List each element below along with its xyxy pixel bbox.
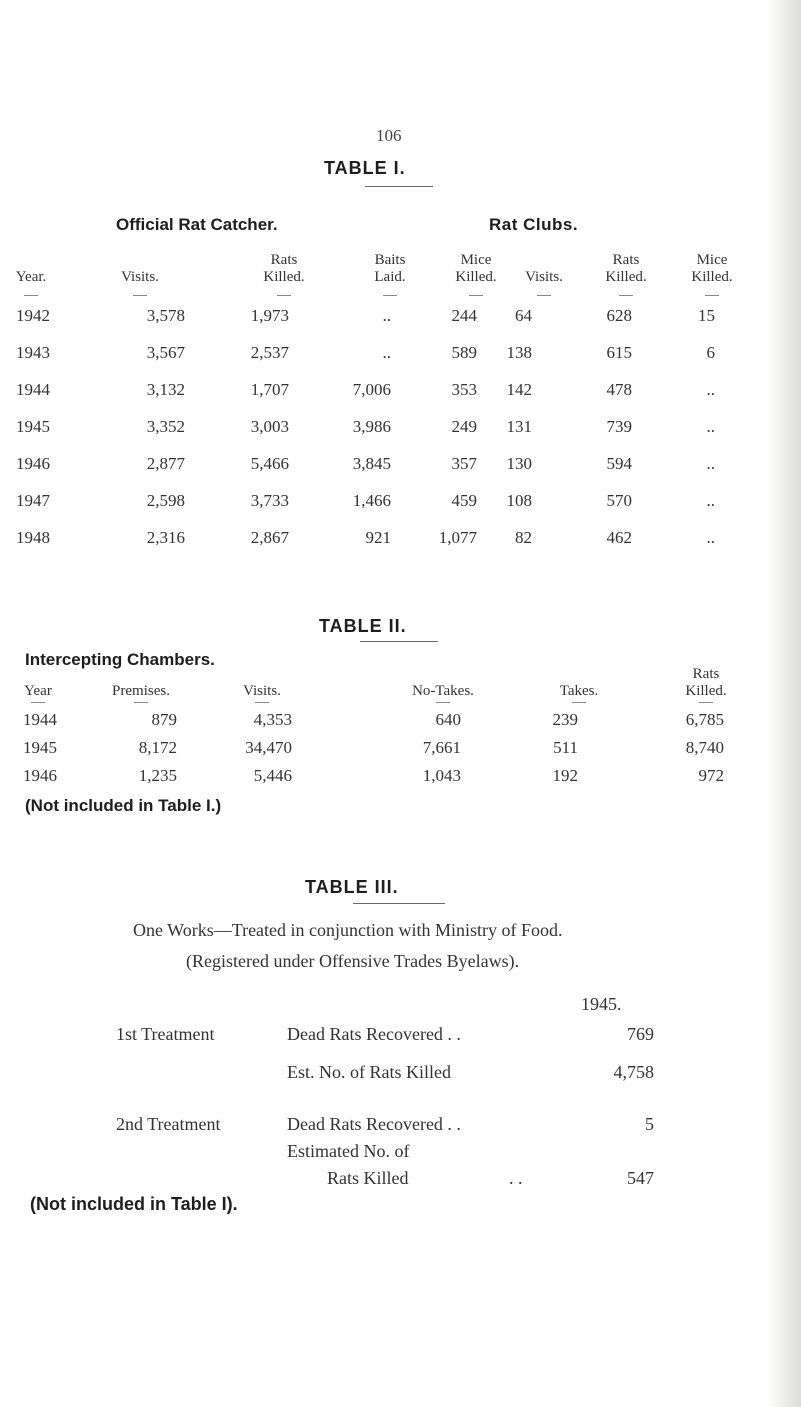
table2-cell: 1,043 — [422, 766, 461, 785]
table2-cell: 192 — [552, 766, 578, 785]
treatment-1-item-2-value: 4,758 — [613, 1062, 654, 1082]
table1-cell: 2,867 — [250, 528, 289, 547]
table1-cell: 594 — [606, 454, 632, 473]
table1-cell: 64 — [515, 306, 532, 325]
table2-cell: 879 — [151, 710, 177, 729]
table2-header-underline — [699, 702, 713, 703]
table1-cell: 142 — [506, 380, 532, 399]
table1-group-official: Official Rat Catcher. — [116, 215, 278, 234]
table1-cell: 131 — [506, 417, 532, 436]
table1-cell: .. — [382, 343, 391, 362]
table1-cell: 3,845 — [352, 454, 391, 473]
table1-header-line2: Killed. — [691, 269, 733, 285]
table1-cell: 3,132 — [146, 380, 185, 399]
treatment-2-item-1-desc: Dead Rats Recovered . . — [287, 1114, 461, 1134]
table1-cell: 462 — [606, 528, 632, 547]
table1-header-line1: Year. — [15, 269, 47, 285]
table2-cell: 972 — [698, 766, 724, 785]
table2-subtitle: Intercepting Chambers. — [25, 650, 215, 669]
table1-cell: 2,598 — [146, 491, 185, 510]
table1-cell: 1943 — [16, 343, 50, 362]
table2-header-line1: Visits. — [243, 683, 281, 699]
table2-header-line1: Year — [24, 683, 52, 699]
table3-intro-line1: One Works—Treated in conjunction with Ministry of Food. — [133, 920, 563, 940]
table1-cell: 15 — [698, 306, 715, 325]
table1-cell: 1945 — [16, 417, 50, 436]
table1-cell: 1,707 — [250, 380, 289, 399]
table1-cell: 478 — [606, 380, 632, 399]
page-number: 106 — [376, 126, 402, 145]
table1-cell: .. — [706, 417, 715, 436]
table1-cell: 6 — [706, 343, 715, 362]
table2-cell: 640 — [435, 710, 461, 729]
table2-header-underline — [436, 702, 450, 703]
table1-cell: 1948 — [16, 528, 50, 547]
table1-cell: .. — [706, 380, 715, 399]
table2-cell: 1944 — [23, 710, 57, 729]
table1-cell: 108 — [506, 491, 532, 510]
table1-cell: 130 — [506, 454, 532, 473]
table1-cell: 570 — [606, 491, 632, 510]
table3-year-header: 1945. — [581, 994, 622, 1014]
table2-cell: 34,470 — [245, 738, 292, 757]
table2-header-line1: Premises. — [112, 683, 170, 699]
table2-cell: 1946 — [23, 766, 57, 785]
table1-header-line1: Visits. — [121, 269, 159, 285]
table1-cell: 615 — [606, 343, 632, 362]
table1-cell: 1947 — [16, 491, 50, 510]
table1-cell: 589 — [451, 343, 477, 362]
table1-header-underline — [705, 295, 719, 296]
table2-cell: 4,353 — [253, 710, 292, 729]
table1-cell: 1944 — [16, 380, 50, 399]
table2-title: TABLE II. — [319, 616, 407, 636]
table1-cell: .. — [706, 491, 715, 510]
table1-header-underline — [619, 295, 633, 296]
table1-cell: .. — [706, 454, 715, 473]
table2-header-line2: Killed. — [685, 683, 727, 699]
table2-header-underline — [31, 702, 45, 703]
table1-header-underline — [469, 295, 483, 296]
table1-header-line2: Killed. — [455, 269, 497, 285]
table1-cell: 249 — [451, 417, 477, 436]
table3-title-rule — [353, 903, 445, 904]
table1-header-line2: Killed. — [263, 269, 305, 285]
table1-cell: 1,973 — [250, 306, 289, 325]
table2-header-underline — [255, 702, 269, 703]
table1-cell: 2,316 — [146, 528, 185, 547]
table1-cell: 628 — [606, 306, 632, 325]
table1-cell: 3,733 — [250, 491, 289, 510]
table2-header-line1: Takes. — [559, 683, 599, 699]
table1-cell: .. — [382, 306, 391, 325]
table1-cell: 2,537 — [250, 343, 289, 362]
treatment-1-item-1-value: 769 — [627, 1024, 654, 1044]
table1-cell: 138 — [506, 343, 532, 362]
table2-cell: 7,661 — [422, 738, 461, 757]
treatment-1-item-2-desc: Est. No. of Rats Killed — [287, 1062, 451, 1082]
table2-header-underline — [572, 702, 586, 703]
table1-title: TABLE I. — [324, 158, 406, 178]
table3-intro-line2: (Registered under Offensive Trades Byelaws). — [186, 951, 520, 971]
table1-cell: 1,077 — [438, 528, 477, 547]
table1-header-line1: Baits — [374, 252, 406, 268]
treatment-2-label: 2nd Treatment — [116, 1114, 221, 1134]
table1-group-clubs: Rat Clubs. — [489, 215, 579, 234]
table1-cell: 3,567 — [146, 343, 185, 362]
table1-header-line1: Rats — [270, 252, 298, 268]
table1-cell: 82 — [515, 528, 532, 547]
table1-cell: 1942 — [16, 306, 50, 325]
treatment-2-item-2-desc-line1: Estimated No. of — [287, 1141, 410, 1161]
table1-header-line1: Rats — [612, 252, 640, 268]
table1-header-line1: Mice — [460, 252, 492, 268]
table1-cell: 459 — [451, 491, 477, 510]
treatment-2-item-2-value: 547 — [627, 1168, 654, 1188]
treatment-1-item-1-desc: Dead Rats Recovered . . — [287, 1024, 461, 1044]
table2-header-line1: No-Takes. — [412, 683, 474, 699]
table1-header-underline — [24, 295, 38, 296]
table1-cell: 2,877 — [146, 454, 185, 473]
table1-header-underline — [277, 295, 291, 296]
table2-cell: 8,172 — [138, 738, 177, 757]
table1-header-line1: Visits. — [525, 269, 563, 285]
table1-cell: 3,986 — [352, 417, 391, 436]
table2-cell: 1945 — [23, 738, 57, 757]
table1-cell: 244 — [451, 306, 477, 325]
page-edge-shadow — [767, 0, 801, 1407]
table2-cell: 511 — [553, 738, 578, 757]
table1-header-underline — [537, 295, 551, 296]
table1-cell: 357 — [451, 454, 477, 473]
table2-header-line1: Rats — [692, 666, 720, 682]
table1-header-line2: Killed. — [605, 269, 647, 285]
table1-cell: 353 — [451, 380, 477, 399]
table2-cell: 6,785 — [685, 710, 724, 729]
table1-cell: 921 — [365, 528, 391, 547]
table1-cell: 739 — [606, 417, 632, 436]
table1-cell: 3,352 — [146, 417, 185, 436]
table1-header-underline — [383, 295, 397, 296]
table2-cell: 8,740 — [685, 738, 724, 757]
table3-note: (Not included in Table I). — [30, 1194, 238, 1214]
table2-title-rule — [360, 641, 438, 642]
table1-cell: 5,466 — [250, 454, 289, 473]
table1-cell: 3,003 — [250, 417, 289, 436]
table2-cell: 1,235 — [138, 766, 177, 785]
table1-header-line1: Mice — [696, 252, 728, 268]
table1-header-line2: Laid. — [374, 269, 406, 285]
table1-cell: 1,466 — [352, 491, 391, 510]
table2-header-underline — [134, 702, 148, 703]
table1-cell: 3,578 — [146, 306, 185, 325]
table2-cell: 5,446 — [253, 766, 292, 785]
table2-note: (Not included in Table I.) — [25, 796, 222, 815]
table1-cell: 1946 — [16, 454, 50, 473]
table2-cell: 239 — [552, 710, 578, 729]
table1-header-underline — [133, 295, 147, 296]
table1-title-rule — [365, 186, 433, 187]
treatment-2-item-2-desc-line2: Rats Killed — [327, 1168, 409, 1188]
treatment-2-item-1-value: 5 — [645, 1114, 654, 1134]
table1-cell: 7,006 — [352, 380, 391, 399]
table3-title: TABLE III. — [305, 877, 399, 897]
table1-cell: .. — [706, 528, 715, 547]
treatment-2-item-2-dots: . . — [509, 1168, 523, 1188]
treatment-1-label: 1st Treatment — [116, 1024, 215, 1044]
